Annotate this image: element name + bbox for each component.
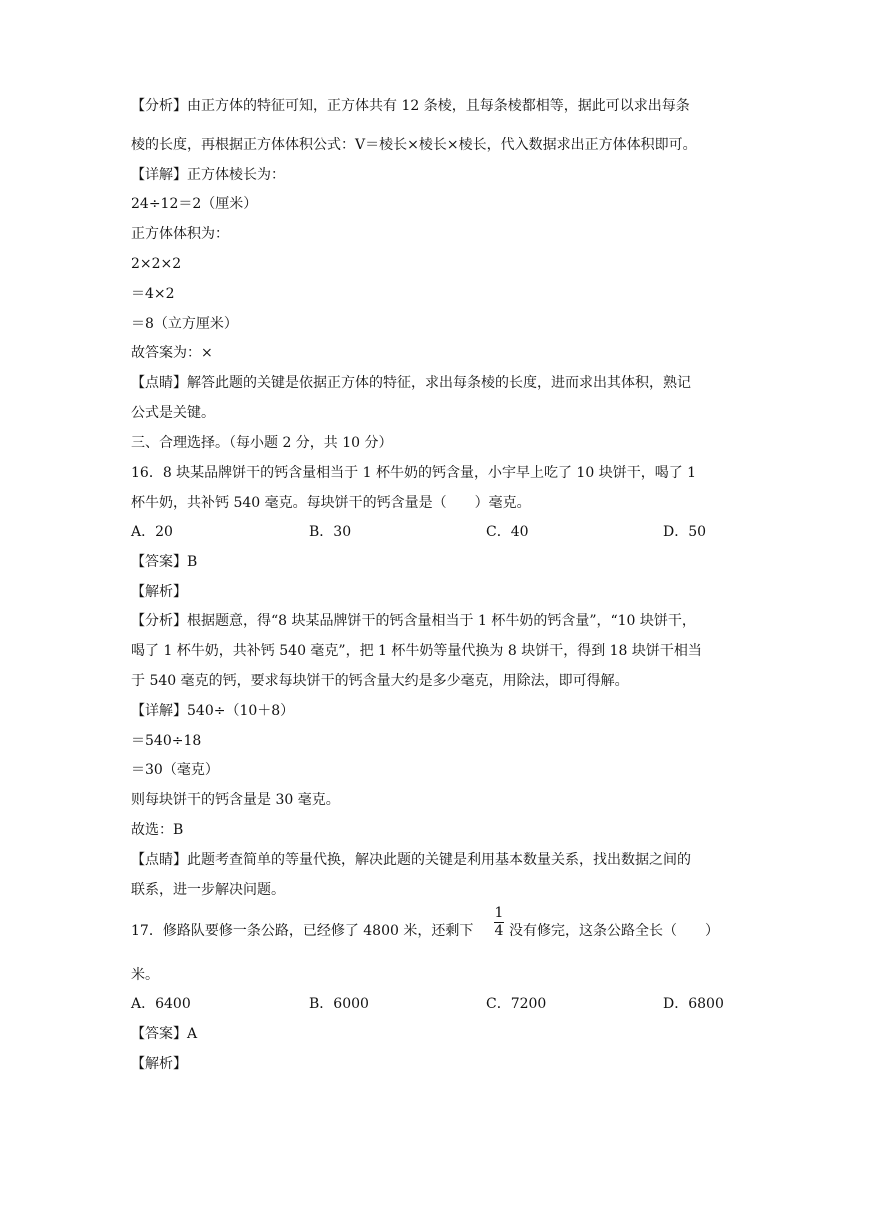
q16-text-line-2: 杯牛奶，共补钙 540 毫克。每块饼干的钙含量是（ ）毫克。 xyxy=(131,495,531,511)
q16-detail-line-1: 【详解】540÷（10＋8） xyxy=(131,703,295,719)
q16-detail-line-3: ＝30（毫克） xyxy=(131,762,219,778)
q17-text-line-2: 米。 xyxy=(131,967,159,983)
q17-text-before: 17．修路队要修一条公路，已经修了 4800 米，还剩下 xyxy=(131,923,474,939)
comment-line-2: 公式是关键。 xyxy=(131,405,215,421)
q16-solution-heading: 【解析】 xyxy=(131,584,187,600)
q16-option-d: D．50 xyxy=(663,524,707,540)
comment-line-1: 【点睛】解答此题的关键是依据正方体的特征，求出每条棱的长度，进而求出其体积，熟记 xyxy=(131,375,691,391)
answer-line: 故答案为：× xyxy=(131,345,213,361)
q17-answer: 【答案】A xyxy=(131,1026,198,1042)
q16-analysis-line-2: 喝了 1 杯牛奶，共补钙 540 毫克”，把 1 杯牛奶等量代换为 8 块饼干，得到 18 块饼干相当 xyxy=(131,643,702,659)
q16-text-line-1: 16．8 块某品牌饼干的钙含量相当于 1 杯牛奶的钙含量，小宇早上吃了 10 块饼干，喝了 1 xyxy=(131,465,697,481)
calc-step-2: ＝4×2 xyxy=(131,286,175,302)
calc-step-3: ＝8（立方厘米） xyxy=(131,316,238,332)
q16-analysis-line-3: 于 540 毫克的钙，要求每块饼干的钙含量大约是多少毫克，用除法，即可得解。 xyxy=(131,673,629,689)
q17-option-b: B．6000 xyxy=(309,996,369,1012)
q17-fraction-numerator: 1 xyxy=(494,905,504,921)
volume-heading: 正方体体积为： xyxy=(131,226,229,242)
analysis-line-1: 【分析】由正方体的特征可知，正方体共有 12 条棱，且每条棱都相等，据此可以求出每条 xyxy=(131,98,690,114)
q17-option-a: A．6400 xyxy=(131,996,191,1012)
q16-conclusion: 则每块饼干的钙含量是 30 毫克。 xyxy=(131,792,340,808)
analysis-line-2: 棱的长度，再根据正方体体积公式：V＝棱长×棱长×棱长，代入数据求出正方体体积即可。 xyxy=(131,137,697,153)
q16-option-b: B．30 xyxy=(309,524,352,540)
q17-fraction xyxy=(493,905,505,940)
q17-text-after: 没有修完，这条公路全长（ ） xyxy=(509,923,719,939)
q16-analysis-line-1: 【分析】根据题意，得“8 块某品牌饼干的钙含量相当于 1 杯牛奶的钙含量”，“10 块饼干， xyxy=(131,613,696,629)
q17-solution-heading: 【解析】 xyxy=(131,1056,187,1072)
q17-fraction-denominator: 4 xyxy=(494,923,504,939)
q16-answer: 【答案】B xyxy=(131,554,198,570)
q16-options xyxy=(131,521,741,543)
detail-heading: 【详解】正方体棱长为： xyxy=(131,167,285,183)
q17-option-d: D．6800 xyxy=(663,996,724,1012)
q16-detail-line-2: ＝540÷18 xyxy=(131,733,202,749)
q17-option-c: C．7200 xyxy=(486,996,547,1012)
calc-step-1: 2×2×2 xyxy=(131,256,182,272)
q16-comment-line-1: 【点睛】此题考查简单的等量代换，解决此题的关键是利用基本数量关系，找出数据之间的 xyxy=(131,852,691,868)
q16-comment-line-2: 联系，进一步解决问题。 xyxy=(131,882,285,898)
q16-option-a: A．20 xyxy=(131,524,173,540)
q16-option-c: C．40 xyxy=(486,524,529,540)
q16-choice: 故选：B xyxy=(131,822,184,838)
section-heading: 三、合理选择。（每小题 2 分，共 10 分） xyxy=(131,435,393,451)
q17-options xyxy=(131,993,741,1015)
calc-edge-length: 24÷12＝2（厘米） xyxy=(131,196,258,212)
q17-text-line-1 xyxy=(131,905,741,942)
